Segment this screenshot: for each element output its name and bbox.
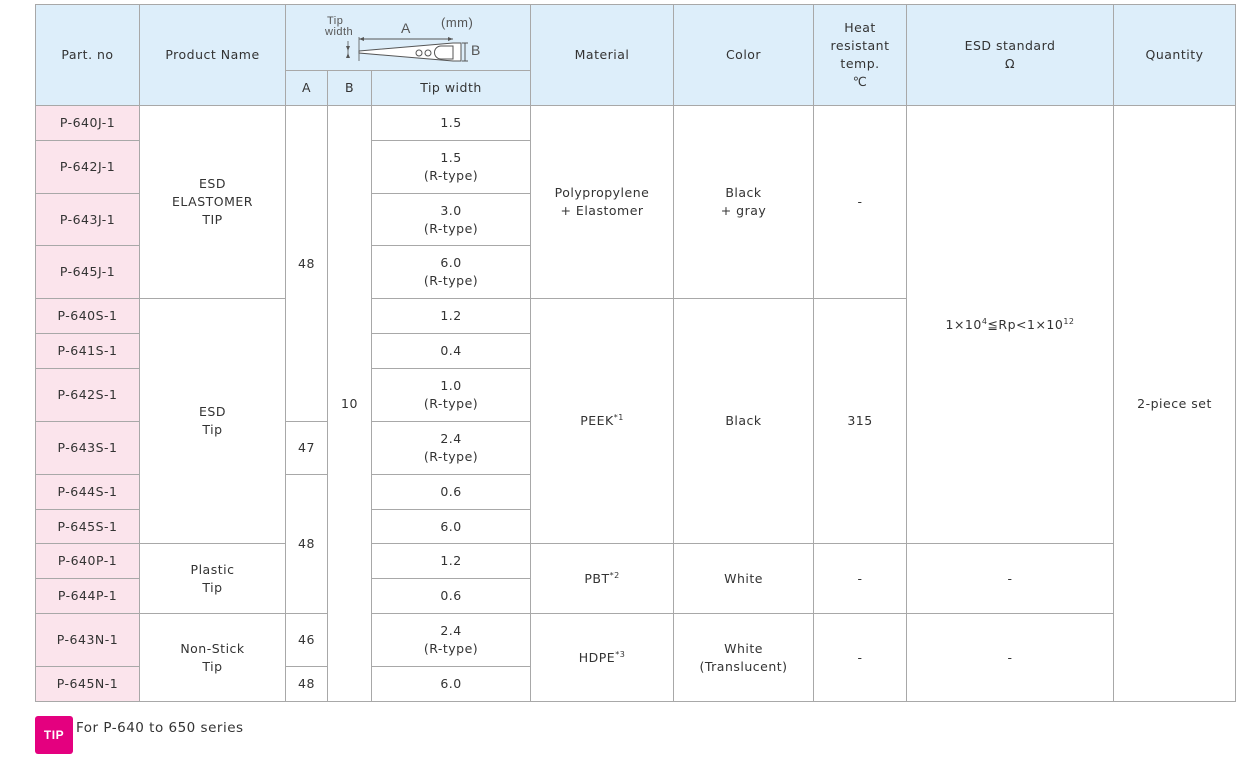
tip-width-type: (R-type) (423, 168, 479, 183)
tip-width-value: 1.5 (440, 115, 462, 130)
product-name-line: ESD (199, 176, 226, 191)
product-name-line: ELASTOMER (172, 194, 253, 209)
heat-line-1: Heat (844, 20, 876, 35)
tip-width-cell (372, 614, 531, 667)
diagram-b-label: B (471, 41, 481, 58)
product-name-plastic (140, 544, 286, 614)
tip-width-type: (R-type) (423, 449, 479, 464)
tweezer-tip-diagram (323, 9, 493, 67)
tip-width-cell (372, 194, 531, 246)
esd-line-2: Ω (1004, 56, 1016, 71)
header-quantity: Quantity (1114, 5, 1236, 106)
spec-table (35, 4, 1236, 702)
tip-width-type: (R-type) (423, 220, 479, 236)
tip-width-type: (R-type) (423, 273, 479, 288)
material-pbt (531, 544, 674, 614)
diagram-a-label: A (401, 19, 411, 36)
header-product-name: Product Name (140, 5, 286, 106)
product-name-line: Tip (202, 579, 223, 595)
tip-width-cell (372, 141, 531, 194)
material-text: PBT (584, 570, 610, 586)
a-value-cell: 47 (286, 422, 328, 475)
part-no-cell: P-644P-1 (36, 579, 140, 614)
esd-formula-base: 1×10 (945, 316, 982, 332)
tip-width-type: (R-type) (423, 396, 479, 411)
header-heat (814, 5, 907, 106)
part-no-cell: P-642J-1 (36, 141, 140, 194)
series-note (35, 716, 244, 754)
tip-width-value: 1.5 (440, 150, 462, 165)
tip-width-value: 6.0 (440, 518, 462, 534)
product-name-line: Tip (202, 658, 223, 674)
heat-nonstick: - (814, 614, 907, 702)
tip-width-value: 3.0 (440, 202, 462, 218)
tip-width-value: 1.2 (440, 553, 462, 568)
part-no-cell: P-641S-1 (36, 334, 140, 369)
color-black: Black (674, 299, 814, 544)
esd-formula-exp1: 4 (981, 316, 988, 326)
part-no-cell: P-643J-1 (36, 194, 140, 246)
tip-width-value: 0.6 (440, 588, 462, 603)
part-no-cell: P-643N-1 (36, 614, 140, 667)
material-text: PEEK (580, 413, 614, 428)
product-name-line: Non-Stick (180, 640, 245, 656)
part-no-cell: P-644S-1 (36, 475, 140, 510)
tip-badge: TIP (35, 716, 73, 754)
product-name-elastomer (140, 106, 286, 299)
part-no-cell: P-645N-1 (36, 667, 140, 702)
heat-line-2: resistant (830, 38, 890, 53)
tip-width-value: 0.6 (440, 484, 462, 499)
product-name-esd-tip (140, 299, 286, 544)
part-no-cell: P-640J-1 (36, 106, 140, 141)
a-value-cell: 48 (286, 475, 328, 614)
color-white: White (674, 544, 814, 614)
tip-width-cell (372, 422, 531, 475)
a-value-cell: 48 (286, 667, 328, 702)
material-hdpe (531, 614, 674, 702)
part-no-cell: P-643S-1 (36, 422, 140, 475)
a-value-cell: 46 (286, 614, 328, 667)
header-sub-b: B (328, 71, 372, 106)
diagram-unit-label: (mm) (441, 14, 474, 30)
material-text: HDPE (578, 649, 616, 665)
color-white-translucent (674, 614, 814, 702)
color-line: (Translucent) (699, 658, 788, 674)
esd-line-1: ESD standard (964, 38, 1056, 53)
tip-width-value: 1.2 (440, 308, 462, 323)
heat-line-4: ℃ (852, 74, 868, 89)
tip-width-value: 0.4 (440, 343, 462, 358)
header-material: Material (531, 5, 674, 106)
quantity-cell: 2-piece set (1114, 106, 1236, 702)
heat-line-3: temp. (840, 56, 880, 71)
part-no-cell: P-640S-1 (36, 299, 140, 334)
heat-plastic: - (814, 544, 907, 614)
tip-width-cell (372, 667, 531, 702)
color-line: + gray (720, 203, 767, 218)
material-elastomer (531, 106, 674, 299)
esd-formula-mid: ≦Rp<1×10 (987, 316, 1064, 332)
part-no-cell: P-642S-1 (36, 369, 140, 422)
diagram-tip-label: Tip (327, 14, 344, 27)
b-value-cell: 10 (328, 106, 372, 702)
esd-formula (946, 317, 1075, 332)
header-sub-a: A (286, 71, 328, 106)
series-note-text: For P-640 to 650 series (76, 720, 244, 736)
tip-width-value: 2.4 (440, 431, 462, 446)
a-value-cell: 48 (286, 106, 328, 422)
product-name-line: Plastic (190, 561, 235, 577)
tip-width-cell (372, 369, 531, 422)
tip-width-cell (372, 579, 531, 614)
tip-width-cell (372, 334, 531, 369)
header-esd (907, 5, 1114, 106)
product-name-nonstick (140, 614, 286, 702)
header-color: Color (674, 5, 814, 106)
heat-esd-tip: 315 (814, 299, 907, 544)
material-footnote: *3 (615, 649, 626, 659)
material-line: Polypropylene (554, 185, 650, 200)
header-part-no: Part. no (36, 5, 140, 106)
header-sub-tip-width: Tip width (372, 71, 531, 106)
product-name-line: Tip (202, 422, 223, 437)
part-no-cell: P-640P-1 (36, 544, 140, 579)
tip-width-value: 1.0 (440, 378, 462, 393)
material-peek (531, 299, 674, 544)
esd-formula-exp2: 12 (1063, 316, 1075, 326)
product-name-line: TIP (202, 212, 223, 227)
color-line: White (724, 640, 763, 656)
tip-width-cell (372, 544, 531, 579)
tip-width-value: 6.0 (440, 676, 462, 691)
tip-width-cell (372, 510, 531, 544)
tip-width-value: 6.0 (440, 255, 462, 270)
diagram-width-label: width (325, 25, 354, 38)
tip-width-type: (R-type) (423, 641, 479, 656)
esd-nonstick: - (907, 614, 1114, 702)
header-tip-diagram (286, 5, 531, 71)
material-footnote: *2 (609, 570, 620, 580)
tip-width-value: 2.4 (440, 623, 462, 638)
tip-width-cell (372, 299, 531, 334)
part-no-cell: P-645S-1 (36, 510, 140, 544)
material-line: + Elastomer (560, 203, 644, 218)
esd-plastic: - (907, 544, 1114, 614)
tip-width-cell (372, 106, 531, 141)
product-name-line: ESD (199, 404, 226, 419)
material-footnote: *1 (613, 412, 624, 422)
color-line: Black (725, 185, 762, 200)
tip-width-cell (372, 246, 531, 299)
tip-width-cell (372, 475, 531, 510)
color-elastomer (674, 106, 814, 299)
part-no-cell: P-645J-1 (36, 246, 140, 299)
heat-elastomer: - (814, 106, 907, 299)
esd-formula-cell (907, 106, 1114, 544)
